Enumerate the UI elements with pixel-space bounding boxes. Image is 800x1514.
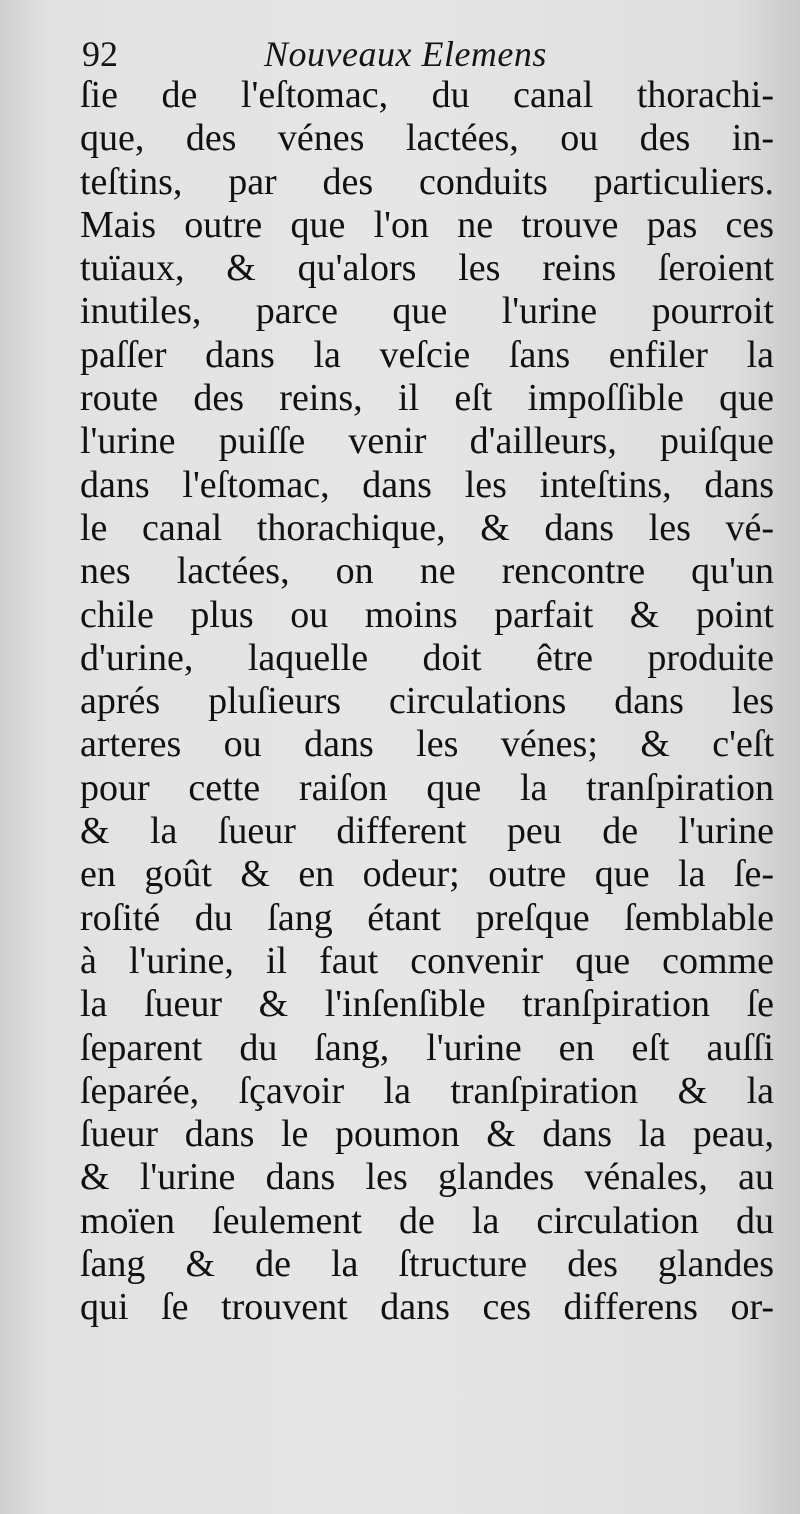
text-line: la ſueur & l'inſenſible tranſpiration ſe — [80, 983, 774, 1026]
text-line: & l'urine dans les glandes vénales, au — [80, 1156, 774, 1199]
text-line: ſeparée, ſçavoir la tranſpiration & la — [80, 1069, 774, 1112]
text-line: nes lactées, on ne rencontre qu'un — [80, 550, 774, 593]
text-line: l'urine puiſſe venir d'ailleurs, puiſque — [80, 420, 774, 463]
text-line: Mais outre que l'on ne trouve pas ces — [80, 203, 774, 246]
page-header — [78, 28, 728, 80]
text-line: ſang & de la ſtructure des glandes — [80, 1243, 774, 1286]
text-line: ſeparent du ſang, l'urine en eſt auſſi — [80, 1026, 774, 1069]
body-text — [80, 74, 774, 1330]
text-line: ſueur dans le poumon & dans la peau, — [80, 1113, 774, 1156]
text-line: qui ſe trouvent dans ces differens or- — [80, 1286, 774, 1329]
text-line: à l'urine, il faut convenir que comme — [80, 939, 774, 982]
text-line: dans l'eſtomac, dans les inteſtins, dans — [80, 463, 774, 506]
text-line: moïen ſeulement de la circulation du — [80, 1199, 774, 1242]
text-line: le canal thorachique, & dans les vé- — [80, 506, 774, 549]
text-line: paſſer dans la veſcie ſans enfiler la — [80, 333, 774, 376]
text-line: route des reins, il eſt impoſſible que — [80, 377, 774, 420]
text-line: roſité du ſang étant preſque ſemblable — [80, 896, 774, 939]
page-number: 92 — [82, 34, 118, 74]
running-title: Nouveaux Elemens — [264, 34, 547, 74]
text-line: ſie de l'eſtomac, du canal thorachi- — [80, 74, 774, 116]
text-line: aprés pluſieurs circulations dans les — [80, 680, 774, 723]
text-line: arteres ou dans les vénes; & c'eſt — [80, 723, 774, 766]
text-line: en goût & en odeur; outre que la ſe- — [80, 853, 774, 896]
text-line: pour cette raiſon que la tranſpiration — [80, 766, 774, 809]
text-line: chile plus ou moins parfait & point — [80, 593, 774, 636]
text-line: que, des vénes lactées, ou des in- — [80, 117, 774, 160]
text-line: inutiles, parce que l'urine pourroit — [80, 290, 774, 333]
text-line: teſtins, par des conduits particuliers. — [80, 160, 774, 203]
text-line: d'urine, laquelle doit être produite — [80, 636, 774, 679]
text-line: & la ſueur different peu de l'urine — [80, 810, 774, 853]
text-line: tuïaux, & qu'alors les reins ſeroient — [80, 247, 774, 290]
